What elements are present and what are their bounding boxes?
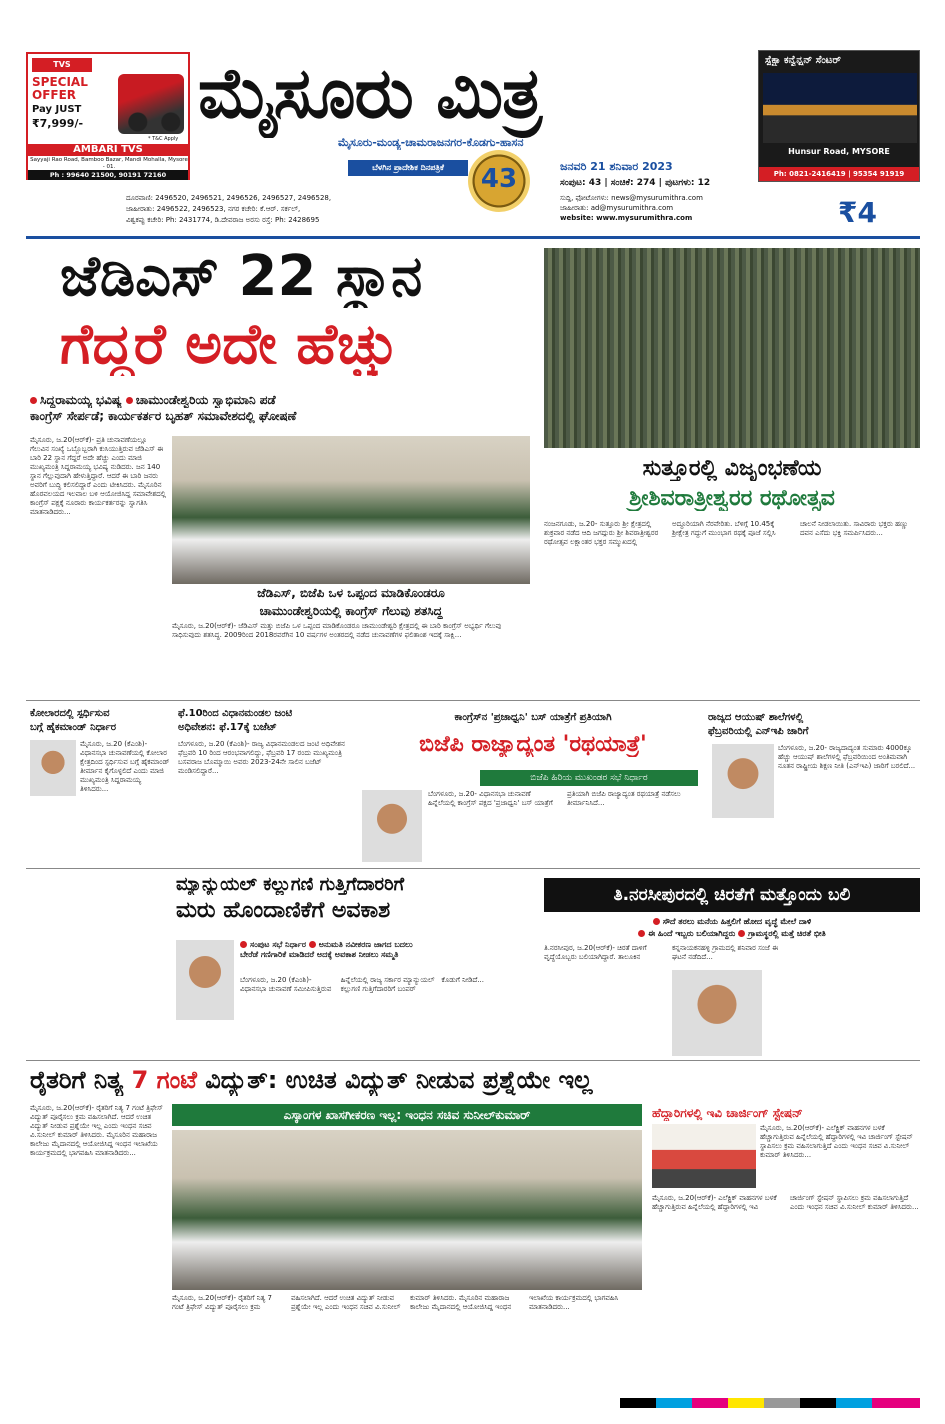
kolar-photo	[30, 740, 76, 796]
ad-badge: TVS	[32, 58, 92, 72]
rule-3	[26, 1060, 920, 1061]
rule-2	[26, 868, 920, 869]
lead-sub-2: ಚಾಮುಂಡೇಶ್ವರಿಯ ಸ್ವಾಭಿಮಾನಿ ಪಡೆ	[135, 393, 276, 407]
bottom-body: ಮೈಸೂರು, ಜ.20(ಆರ್‌ಕೆ)- ರೈತರಿಗೆ ನಿತ್ಯ 7 ಗಂಟೆ ತ್ರಿಫೇಸ್ ವಿದ್ಯುತ್ ಪೂರೈಸಲು ಕ್ರಮ ವಹಿಸಲಾಗಿದೆ. ಆದರೆ ಉಚಿತ ವಿದ್ಯುತ್ ನೀಡುವ ಪ್ರಶ್ನೆಯೇ ಇಲ್ಲ ಎಂದು ಇಂಧನ ಸಚಿವ ವಿ.ಸುನೀಲ್ ಕುಮಾರ್ ತಿಳಿಸಿದರು. ಮೈಸೂರಿನ ಮಹಾರಾಜ ಕಾಲೇಜು ಮೈದಾನದಲ್ಲಿ ಆಯೋಜಿಸಿದ್ದ ಇಂಧನ ಇಲಾಖೆಯ ಕಾರ್ಯಕ್ರಮದಲ್ಲಿ ಭಾಗವಹಿಸಿ ಮಾತನಾಡಿದರು...	[30, 1104, 163, 1157]
quarry-headline-2: ಮರು ಹೊಂದಾಣಿಕೆಗೆ ಅವಕಾಶ	[176, 898, 391, 923]
ad-name: AMBARI TVS	[28, 144, 188, 156]
bullet-icon	[738, 930, 745, 937]
quarry-headline-1: ಮ್ಯಾನ್ಯುಯಲ್ ಕಲ್ಲುಗಣಿ ಗುತ್ತಿಗೆದಾರರಿಗೆ	[176, 874, 405, 895]
assembly-body: ಬೆಂಗಳೂರು, ಜ.20 (ಕೆಎಂಶಿ)- ರಾಜ್ಯ ವಿಧಾನಮಂಡಲದ ಜಂಟಿ ಅಧಿವೇಶನ ಫೆಬ್ರವರಿ 10 ರಿಂದ ಆರಂಭವಾಗಲಿದ್ದು, ಫೆಬ್ರವರಿ 17 ರಂದು ಮುಖ್ಯಮಂತ್ರಿ ಬಸವರಾಜ ಬೊಮ್ಮಾಯಿ ಅವರು 2023-24ನೇ ಸಾಲಿನ ಬಜೆಟ್ ಮಂಡಿಸಲಿದ್ದಾರೆ...	[178, 740, 345, 775]
leopard-sub-3: ಗ್ರಾಮಸ್ಥರಲ್ಲಿ ಮತ್ತೆ ಚಿರತೆ ಭೀತಿ	[748, 929, 826, 938]
ad-address: Sayyaji Rao Road, Bamboo Bazar, Mandi Mohalla, Mysore - 01.	[30, 157, 188, 170]
bottom-headline-num: 7 ಗಂಟೆ	[131, 1066, 197, 1094]
ad-offer: SPECIAL OFFER	[32, 75, 88, 102]
quarry-sub-2: ಅನುಮತಿ ನವೀಕರಣ ಜಾಗದ ಬದಲು	[318, 940, 413, 949]
masthead-website[interactable]: website: www.mysurumithra.com	[560, 214, 693, 222]
bjp-body: ಬೆಂಗಳೂರು, ಜ.20- ವಿಧಾನಸಭಾ ಚುನಾವಣೆ ಹಿನ್ನೆಲೆಯಲ್ಲಿ ಕಾಂಗ್ರೆಸ್ ಪಕ್ಷದ 'ಪ್ರಜಾಧ್ವನಿ' ಬಸ್ ಯಾತ್ರೆಗೆ ಪ್ರತಿಯಾಗಿ ಬಿಜೆಪಿ ರಾಜ್ಯಾದ್ಯಂತ ರಥಯಾತ್ರೆ ನಡೆಸಲು ತೀರ್ಮಾನಿಸಿದೆ...	[428, 790, 681, 807]
bullet-icon	[309, 941, 316, 948]
assembly-headline-1: ಫೆ.10ರಿಂದ ವಿಧಾನಮಂಡಲ ಜಂಟಿ	[178, 708, 293, 719]
leopard-headline-box	[544, 878, 920, 912]
masthead-email-ad[interactable]: ಜಾಹೀರಾತು: ad@mysurumithra.com	[560, 204, 674, 212]
leopard-body: ತಿ.ನರಸೀಪುರ, ಜ.20(ಆರ್‌ಕೆ)- ಚಿರತೆ ದಾಳಿಗೆ ವೃದ್ಧೆಯೊಬ್ಬರು ಬಲಿಯಾಗಿದ್ದಾರೆ. ತಾಲೂಕಿನ ಕನ್ನನಾಯಕನಹಳ್ಳಿ ಗ್ರಾಮದಲ್ಲಿ ಶನಿವಾರ ಸಂಜೆ ಈ ಘಟನೆ ನಡೆದಿದೆ...	[544, 944, 779, 961]
leopard-photo	[672, 970, 762, 1056]
ad-pay: Pay JUST	[32, 104, 82, 115]
ad-ambari-tvs	[26, 52, 190, 180]
leopard-sub-2: ಈ ಹಿಂದೆ ಇಬ್ಬರು ಬಲಿಯಾಗಿದ್ದರು	[648, 929, 736, 938]
quarry-sub-3: ಬೇರೆಡೆ ಗಣಿಗಾರಿಕೆ ಮಾಡಿದರೆ ಅದಕ್ಕೆ ಅವಕಾಶ ನೀಡಲು ಸಮ್ಮತಿ	[240, 950, 399, 959]
leopard-headline: ತಿ.ನರಸೀಪುರದಲ್ಲಿ ಚಿರತೆಗೆ ಮತ್ತೊಂದು ಬಲಿ	[613, 885, 851, 905]
quarry-photo	[176, 940, 234, 1020]
lead-subheads	[30, 392, 530, 424]
lead-body-2: ಮೈಸೂರು, ಜ.20(ಆರ್‌ಕೆ)- ಜೆಡಿಎಸ್ ಮತ್ತು ಬಿಜೆಪಿ ಒಳ ಒಪ್ಪಂದ ಮಾಡಿಕೊಂಡರೂ ಚಾಮುಂಡೇಶ್ವರಿ ಕ್ಷೇತ್ರದಲ್ಲಿ ಈ ಬಾರಿ ಕಾಂಗ್ರೆಸ್ ಅಭ್ಯರ್ಥಿ ಗೆಲುವು ಸಾಧಿಸುವುದು ಶತಸಿದ್ಧ. 2009ರಿಂದ 2018ರವರೆಗಿನ 10 ವರ್ಷಗಳ ಅಂತರದಲ್ಲಿ ನಡೆದ ಚುನಾವಣೆಗಳ ಫಲಿತಾಂಶ ಇದಕ್ಕೆ ಸಾಕ್ಷಿ...	[172, 622, 502, 639]
lead-photo	[172, 436, 530, 584]
lead-sub-1: ಸಿದ್ದರಾಮಯ್ಯ ಭವಿಷ್ಯ	[40, 393, 122, 407]
ayush-headline-1: ರಾಜ್ಯದ ಆಯುಷ್ ಶಾಲೆಗಳಲ್ಲಿ	[708, 712, 804, 723]
assembly-headline-2: ಅಧಿವೇಶನ: ಫೆ.17ಕ್ಕೆ ಬಜೆಟ್	[178, 722, 277, 733]
ad-note: * T&C Apply	[148, 136, 179, 142]
bullet-icon	[126, 397, 133, 404]
quarry-sub	[240, 940, 536, 972]
leopard-subs	[544, 916, 920, 940]
kolar-headline-1: ಕೋಲಾರದಲ್ಲಿ ಸ್ಪರ್ಧಿಸುವ	[30, 708, 110, 719]
color-bar	[620, 1398, 920, 1408]
bullet-icon	[638, 930, 645, 937]
masthead-phones: ದೂರವಾಣಿ: 2496520, 2496521, 2496526, 2496527, 2496528,	[126, 194, 332, 202]
ad-phone: Ph : 99640 21500, 90191 72160	[28, 170, 188, 180]
bottom-bar: ಎಸ್ಕಾಂಗಳ ಖಾಸಗೀಕರಣ ಇಲ್ಲ: ಇಂಧನ ಸಚಿವ ಸುನೀಲ್‌ಕುಮಾರ್	[172, 1104, 642, 1126]
bottom-headline-pre: ರೈತರಿಗೆ ನಿತ್ಯ	[30, 1066, 132, 1094]
leopard-sub-1: ಸೌದೆ ತರಲು ಮನೆಯ ಹಿತ್ತಲಿಗೆ ಹೋದ ವೃದ್ಧೆ ಮೇಲೆ ದಾಳಿ	[662, 917, 812, 926]
ayush-photo	[712, 744, 774, 818]
anniversary-badge	[468, 150, 530, 212]
bullet-icon	[653, 918, 660, 925]
ev-photo	[652, 1124, 756, 1188]
masthead-price: ₹4	[838, 196, 877, 229]
lead-headline-2: ಗೆದ್ದರೆ ಅದೇ ಹೆಚ್ಚು	[60, 314, 399, 376]
lead-photo-caption-1: ಜೆಡಿಎಸ್, ಬಿಜೆಪಿ ಒಳ ಒಪ್ಪಂದ ಮಾಡಿಕೊಂಡರೂ	[257, 586, 445, 600]
lead-body: ಮೈಸೂರು, ಜ.20(ಆರ್‌ಕೆ)- ಪ್ರತಿ ಚುನಾವಣೆಯಲ್ಲೂ ಗೆಲುವಿನ ಸಂಖ್ಯೆ ಒಬ್ಬೊಬ್ಬರಾಗಿ ಕುಸಿಯುತ್ತಿರುವ ಜೆಡಿಎಸ್ ಈ ಬಾರಿ 22 ಸ್ಥಾನ ಗೆದ್ದರೆ ಅದೇ ಹೆಚ್ಚು ಎಂದು ಮಾಜಿ ಮುಖ್ಯಮಂತ್ರಿ ಸಿದ್ದರಾಮಯ್ಯ ಭವಿಷ್ಯ ನುಡಿದರು. ಜನ 140 ಸ್ಥಾನ ಗೆಲ್ಲುವುದಾಗಿ ಹೇಳುತ್ತಿದ್ದಾರೆ. ಆದರೆ ಈ ಬಾರಿ ಜನರು ಅವರಿಗೆ ಬುದ್ಧಿ ಕಲಿಸಲಿದ್ದಾರೆ ಎಂದು ಟೀಕಿಸಿದರು. ಮೈಸೂರಿನ ಹೊರವಲಯದ ಇಲವಾಲ ಬಳಿ ಆಯೋಜಿಸಿದ್ದ ಸಮಾವೇಶದಲ್ಲಿ ಕಾಂಗ್ರೆಸ್ ಪಕ್ಷಕ್ಕೆ ನೂರಾರು ಕಾರ್ಯಕರ್ತರನ್ನು ಸ್ವಾಗತಿಸಿ ಮಾತನಾಡಿದರು...	[30, 436, 166, 516]
masthead-email-news[interactable]: ಸುದ್ದಿ, ಫೋಟೋಗಳು: news@mysurumithra.com	[560, 194, 703, 202]
masthead-subtitle: ಮೈಸೂರು-ಮಂಡ್ಯ-ಚಾಮರಾಜನಗರ-ಕೊಡಗು-ಹಾಸನ	[338, 136, 524, 149]
bottom-body-2: ಮೈಸೂರು, ಜ.20(ಆರ್‌ಕೆ)- ರೈತರಿಗೆ ನಿತ್ಯ 7 ಗಂಟೆ ತ್ರಿಫೇಸ್ ವಿದ್ಯುತ್ ಪೂರೈಸಲು ಕ್ರಮ ವಹಿಸಲಾಗಿದೆ. ಆದರೆ ಉಚಿತ ವಿದ್ಯುತ್ ನೀಡುವ ಪ್ರಶ್ನೆಯೇ ಇಲ್ಲ ಎಂದು ಇಂಧನ ಸಚಿವ ವಿ.ಸುನೀಲ್ ಕುಮಾರ್ ತಿಳಿಸಿದರು. ಮೈಸೂರಿನ ಮಹಾರಾಜ ಕಾಲೇಜು ಮೈದಾನದಲ್ಲಿ ಆಯೋಜಿಸಿದ್ದ ಇಂಧನ ಇಲಾಖೆಯ ಕಾರ್ಯಕ್ರಮದಲ್ಲಿ ಭಾಗವಹಿಸಿ ಮಾತನಾಡಿದರು...	[172, 1294, 619, 1311]
temple-photo	[544, 248, 920, 448]
masthead-issue: ಸಂಪುಟ: 43 | ಸಂಚಿಕೆ: 274 | ಪುಟಗಳು: 12	[560, 178, 711, 188]
temple-body: ನಂಜನಗೂಡು, ಜ.20- ಸುತ್ತೂರು ಶ್ರೀ ಕ್ಷೇತ್ರದಲ್ಲಿ ಶುಕ್ರವಾರ ನಡೆದ ಆದಿ ಜಗದ್ಗುರು ಶ್ರೀ ಶಿವರಾತ್ರೀಶ್ವರರ ರಥೋತ್ಸವ ಲಕ್ಷಾಂತರ ಭಕ್ತರ ಸಮ್ಮುಖದಲ್ಲಿ ಅದ್ಧೂರಿಯಾಗಿ ನೆರವೇರಿತು. ಬೆಳಿಗ್ಗೆ 10.45ಕ್ಕೆ ಶ್ರೀಕ್ಷೇತ್ರ ಗದ್ದುಗೆ ಮುಂಭಾಗ ರಥಕ್ಕೆ ಪೂಜೆ ಸಲ್ಲಿಸಿ ಚಾಲನೆ ನೀಡಲಾಯಿತು. ಸಾವಿರಾರು ಭಕ್ತರು ಹಣ್ಣು ದವನ ಎಸೆದು ಭಕ್ತಿ ಸಮರ್ಪಿಸಿದರು...	[544, 520, 909, 546]
venue-image	[763, 73, 917, 143]
kolar-body: ಮೈಸೂರು, ಜ.20 (ಕೆಎಂಶಿ)- ವಿಧಾನಸಭಾ ಚುನಾವಣೆಯಲ್ಲಿ ಕೋಲಾರ ಕ್ಷೇತ್ರದಿಂದ ಸ್ಪರ್ಧಿಸುವ ಬಗ್ಗೆ ಹೈಕಮಾಂಡ್ ತೀರ್ಮಾನ ಕೈಗೊಳ್ಳಲಿದೆ ಎಂದು ಮಾಜಿ ಮುಖ್ಯಮಂತ್ರಿ ಸಿದ್ದರಾಮಯ್ಯ ತಿಳಿಸಿದರು...	[80, 740, 170, 793]
ad-price: ₹7,999/-	[32, 117, 84, 130]
bottom-headline	[30, 1064, 920, 1096]
temple-headline-1: ಸುತ್ತೂರಲ್ಲಿ ವಿಜೃಂಭಣೆಯ	[642, 456, 822, 481]
rule-1	[26, 700, 920, 701]
bjp-headline: ಬಿಜೆಪಿ ರಾಜ್ಯಾದ್ಯಂತ 'ರಥಯಾತ್ರೆ'	[419, 732, 647, 757]
ad-spectra-title: ಸ್ಪೆಕ್ಟ್ರಾ ಕನ್ವೆನ್ಷನ್ ಸೆಂಟರ್	[765, 55, 841, 66]
lead-headline-1: ಜೆಡಿಎಸ್ 22 ಸ್ಥಾನ	[60, 246, 423, 308]
ad-spectra-address: Hunsur Road, MYSORE	[788, 147, 890, 156]
lead-photo-caption-2: ಚಾಮುಂಡೇಶ್ವರಿಯಲ್ಲಿ ಕಾಂಗ್ರೆಸ್ ಗೆಲುವು ಶತಸಿದ್ಧ	[259, 604, 443, 618]
masthead-tagline: ಬೆಳಗಿನ ಪ್ರಾದೇಶಿಕ ದಿನಪತ್ರಿಕೆ	[348, 160, 468, 176]
bullet-icon	[30, 397, 37, 404]
ad-spectra-phone: Ph: 0821-2416419 | 95354 91919	[759, 167, 919, 181]
ayush-body: ಬೆಂಗಳೂರು, ಜ.20- ರಾಜ್ಯದಾದ್ಯಂತ ಸುಮಾರು 4000ಕ್ಕೂ ಹೆಚ್ಚು ಆಯುಷ್ ಶಾಲೆಗಳಲ್ಲಿ ಫೆಬ್ರವರಿಯಿಂದ ಅಂತಿಮವಾಗಿ ನೂತನ ರಾಷ್ಟ್ರೀಯ ಶಿಕ್ಷಣ ನೀತಿ (ಎನ್‌ಇಪಿ) ಜಾರಿಗೆ ಬರಲಿದೆ...	[778, 744, 916, 770]
bottom-photo	[172, 1130, 642, 1290]
ev-body: ಮೈಸೂರು, ಜ.20(ಆರ್‌ಕೆ)- ಎಲೆಕ್ಟ್ರಿಕ್ ವಾಹನಗಳ ಬಳಕೆ ಹೆಚ್ಚಾಗುತ್ತಿರುವ ಹಿನ್ನೆಲೆಯಲ್ಲಿ ಹೆದ್ದಾರಿಗಳಲ್ಲಿ ಇವಿ ಚಾರ್ಜಿಂಗ್ ಸ್ಟೇಷನ್ ಸ್ಥಾಪಿಸಲು ಕ್ರಮ ವಹಿಸಲಾಗುತ್ತಿದೆ ಎಂದು ಇಂಧನ ಸಚಿವ ವಿ.ಸುನೀಲ್ ಕುಮಾರ್ ತಿಳಿಸಿದರು...	[760, 1124, 913, 1159]
bjp-photo	[362, 790, 422, 862]
masthead-rule	[26, 236, 920, 239]
masthead-date: ಜನವರಿ 21 ಶನಿವಾರ 2023	[560, 160, 673, 173]
anniversary-number: 43	[480, 164, 518, 194]
bjp-kicker: ಕಾಂಗ್ರೆಸ್‌ನ 'ಪ್ರಜಾಧ್ವನಿ' ಬಸ್ ಯಾತ್ರೆಗೆ ಪ್ರತಿಯಾಗಿ	[454, 712, 612, 723]
ad-spectra	[758, 50, 920, 182]
bullet-icon	[240, 941, 247, 948]
quarry-sub-1: ಸಂಪುಟ ಸಭೆ ನಿರ್ಧಾರ	[250, 940, 306, 949]
kolar-headline-2: ಬಗ್ಗೆ ಹೈಕಮಾಂಡ್ ನಿರ್ಧಾರ	[30, 722, 117, 733]
temple-headline-2: ಶ್ರೀಶಿವರಾತ್ರೀಶ್ವರರ ರಥೋತ್ಸವ	[629, 486, 835, 511]
lead-sub-3: ಕಾಂಗ್ರೆಸ್ ಸೇರ್ಪಡೆ; ಕಾರ್ಯಕರ್ತರ ಬೃಹತ್ ಸಮಾವೇಶದಲ್ಲಿ ಘೋಷಣೆ	[30, 409, 297, 423]
ev-headline: ಹೆದ್ದಾರಿಗಳಲ್ಲಿ ಇವಿ ಚಾರ್ಜಿಂಗ್ ಸ್ಟೇಷನ್	[652, 1106, 803, 1120]
bottom-headline-post: ವಿದ್ಯುತ್: ಉಚಿತ ವಿದ್ಯುತ್ ನೀಡುವ ಪ್ರಶ್ನೆಯೇ ಇಲ್ಲ	[196, 1066, 593, 1094]
masthead-phones-2: ಜಾಹೀರಾತು: 2496522, 2496523, ನಗರ ಕಚೇರಿ: ಕೆ.ಆರ್. ಸರ್ಕಲ್,	[126, 205, 301, 213]
quarry-body: ಬೆಂಗಳೂರು, ಜ.20 (ಕೆಎಂಶಿ)- ವಿಧಾನಸಭಾ ಚುನಾವಣೆ ಸಮೀಪಿಸುತ್ತಿರುವ ಹಿನ್ನೆಲೆಯಲ್ಲಿ ರಾಜ್ಯ ಸರ್ಕಾರ ಮ್ಯಾನ್ಯುಯಲ್ ಕಲ್ಲುಗಣಿ ಗುತ್ತಿಗೆದಾರರಿಗೆ ಬಂಪರ್ ಕೊಡುಗೆ ನೀಡಿದೆ...	[240, 976, 484, 993]
scooter-image	[118, 74, 184, 134]
masthead-phones-3: ವಿಶ್ವಕಪ್ಪು ಕಚೇರಿ: Ph: 2431774, ಡಿ.ದೇವರಾಜ ಅರಸು ರಸ್ತೆ: Ph: 2428695	[126, 216, 320, 224]
ayush-headline-2: ಫೆಬ್ರವರಿಯಲ್ಲಿ ಎನ್‌ಇಪಿ ಜಾರಿಗೆ	[708, 726, 809, 737]
masthead-title: ಮೈಸೂರು ಮಿತ್ರ	[198, 52, 542, 134]
bjp-bar: ಬಿಜೆಪಿ ಹಿರಿಯ ಮುಖಂಡರ ಸಭೆ ನಿರ್ಧಾರ	[480, 770, 698, 786]
ev-body-2: ಮೈಸೂರು, ಜ.20(ಆರ್‌ಕೆ)- ಎಲೆಕ್ಟ್ರಿಕ್ ವಾಹನಗಳ ಬಳಕೆ ಹೆಚ್ಚಾಗುತ್ತಿರುವ ಹಿನ್ನೆಲೆಯಲ್ಲಿ ಹೆದ್ದಾರಿಗಳಲ್ಲಿ ಇವಿ ಚಾರ್ಜಿಂಗ್ ಸ್ಟೇಷನ್ ಸ್ಥಾಪಿಸಲು ಕ್ರಮ ವಹಿಸಲಾಗುತ್ತಿದೆ ಎಂದು ಇಂಧನ ಸಚಿವ ವಿ.ಸುನೀಲ್ ಕುಮಾರ್ ತಿಳಿಸಿದರು...	[652, 1194, 919, 1211]
